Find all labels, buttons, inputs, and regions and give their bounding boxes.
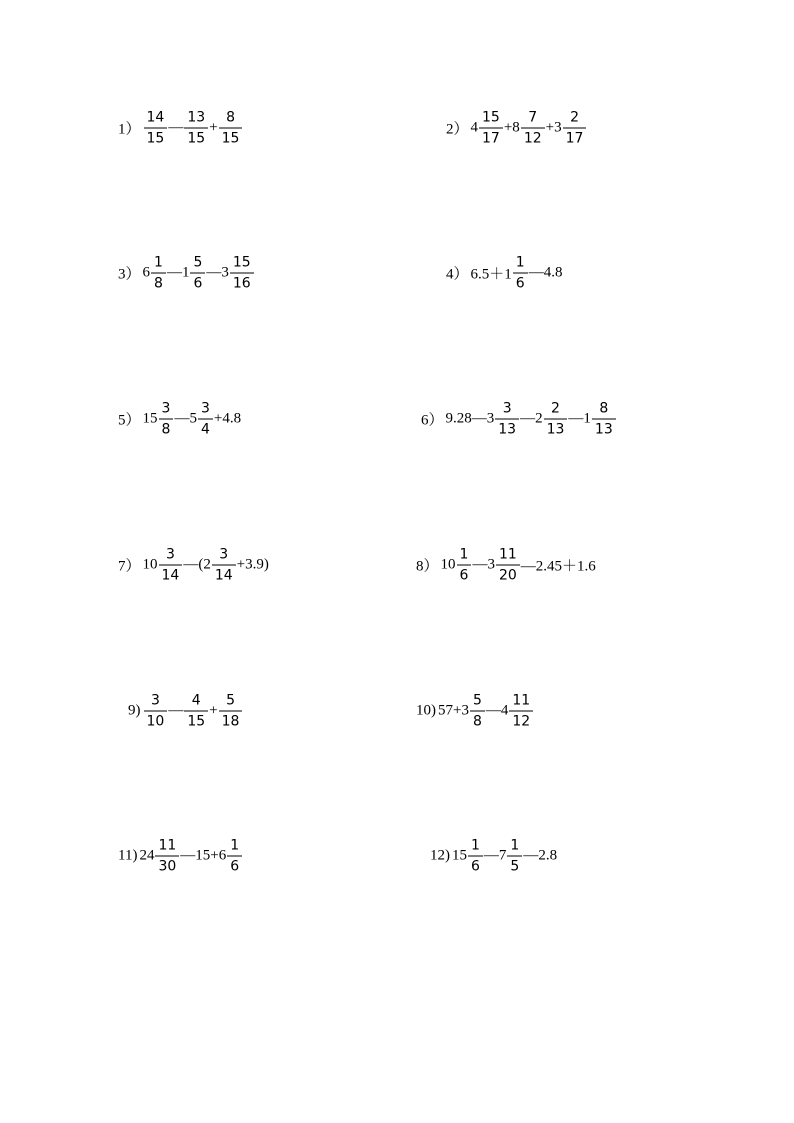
problem-9	[128, 693, 243, 730]
problem-8	[416, 547, 596, 584]
fraction	[468, 838, 483, 875]
fraction	[151, 255, 166, 292]
expression-text: 15	[452, 847, 467, 864]
fraction	[507, 838, 522, 875]
fraction-numerator: 11	[158, 837, 177, 854]
problem-4	[446, 255, 562, 292]
fraction-denominator: 14	[212, 565, 236, 584]
fraction-numerator: 3	[502, 400, 512, 417]
expression-text: 57+3	[438, 702, 469, 719]
expression-text: 24	[139, 847, 155, 864]
fraction-numerator: 1	[459, 546, 469, 563]
fraction	[184, 693, 208, 730]
fraction	[563, 110, 587, 147]
fraction-numerator: 8	[599, 400, 609, 417]
fraction-numerator: 1	[471, 837, 480, 854]
fraction-numerator: 3	[150, 692, 160, 709]
expression-text: —	[168, 119, 184, 136]
problem-number: 10)	[416, 702, 436, 719]
expression-text: +	[209, 119, 218, 136]
fraction-denominator: 8	[159, 419, 174, 438]
fraction	[509, 693, 533, 730]
expression-text: 10	[142, 556, 158, 573]
fraction-denominator: 13	[592, 419, 616, 438]
expression-text: 10	[440, 556, 456, 573]
fraction	[155, 838, 179, 875]
fraction	[496, 547, 520, 584]
expression-text: 4	[470, 119, 479, 136]
fraction-numerator: 5	[472, 692, 482, 709]
fraction	[190, 255, 205, 292]
fraction-denominator: 10	[144, 711, 168, 730]
fraction-numerator: 11	[498, 546, 517, 563]
fraction	[470, 693, 485, 730]
expression-text: —1	[166, 264, 190, 281]
fraction	[227, 838, 242, 875]
expression-text: —15+6	[180, 847, 227, 864]
problem-number: 2）	[446, 121, 469, 138]
fraction-numerator: 3	[165, 546, 175, 563]
fraction-denominator: 15	[184, 128, 208, 147]
problem-number: 11)	[118, 847, 138, 864]
problem-1	[118, 110, 243, 147]
problem-2	[446, 110, 587, 147]
fraction-numerator: 1	[510, 837, 520, 854]
fraction	[159, 401, 174, 438]
fraction-numerator: 8	[226, 109, 236, 126]
fraction-numerator: 1	[230, 837, 240, 854]
fraction-numerator: 2	[551, 400, 560, 417]
problem-number: 4）	[446, 266, 469, 283]
expression-text: —7	[483, 847, 507, 864]
fraction-numerator: 13	[187, 109, 206, 126]
expression-text: +3.9)	[236, 556, 269, 573]
problem-10	[416, 693, 534, 730]
fraction-numerator: 11	[512, 692, 531, 709]
fraction-denominator: 14	[159, 565, 183, 584]
fraction-denominator: 6	[227, 856, 242, 875]
fraction-denominator: 13	[544, 419, 568, 438]
fraction-denominator: 12	[521, 128, 545, 147]
expression-text: —5	[174, 410, 197, 427]
fraction-numerator: 1	[515, 254, 525, 271]
problem-number: 7）	[118, 558, 141, 575]
fraction	[144, 110, 168, 147]
fraction-denominator: 20	[496, 565, 520, 584]
fraction	[513, 255, 528, 292]
expression-text: +4.8	[213, 410, 242, 427]
problem-number: 8）	[416, 558, 439, 575]
expression-text: —2.45＋1.6	[520, 558, 596, 575]
fraction	[495, 401, 519, 438]
problem-number: 1）	[118, 121, 141, 138]
problem-11	[118, 838, 243, 875]
fraction-numerator: 1	[154, 254, 163, 271]
fraction-denominator: 8	[151, 273, 166, 292]
fraction-denominator: 17	[563, 128, 587, 147]
fraction	[521, 110, 545, 147]
fraction-numerator: 15	[232, 254, 251, 271]
fraction	[230, 255, 254, 292]
expression-text: 9.28—3	[445, 410, 495, 427]
fraction-denominator: 6	[457, 565, 472, 584]
expression-text: —3	[472, 556, 495, 573]
fraction-numerator: 5	[193, 254, 203, 271]
fraction-numerator: 2	[570, 109, 579, 126]
fraction	[457, 547, 472, 584]
problem-number: 3）	[118, 266, 141, 283]
expression-text: —1	[568, 410, 591, 427]
expression-text: —2.8	[523, 847, 558, 864]
fraction-denominator: 5	[507, 856, 522, 875]
fraction	[159, 547, 183, 584]
fraction-denominator: 17	[479, 128, 503, 147]
fraction-denominator: 6	[513, 273, 528, 292]
problem-7	[118, 547, 269, 584]
problem-3	[118, 255, 255, 292]
fraction	[144, 693, 168, 730]
fraction	[219, 110, 243, 147]
problem-number: 12)	[430, 847, 450, 864]
fraction-denominator: 6	[468, 856, 483, 875]
fraction-denominator: 15	[184, 711, 208, 730]
fraction-denominator: 4	[198, 419, 213, 438]
problem-6	[421, 401, 617, 438]
fraction-denominator: 8	[470, 711, 485, 730]
fraction-denominator: 30	[155, 856, 179, 875]
fraction-numerator: 7	[528, 109, 538, 126]
fraction-numerator: 15	[482, 109, 500, 126]
fraction-denominator: 15	[219, 128, 243, 147]
fraction-numerator: 3	[200, 400, 210, 417]
fraction-numerator: 4	[191, 692, 201, 709]
fraction-denominator: 6	[190, 273, 205, 292]
fraction-numerator: 3	[161, 400, 171, 417]
fraction	[198, 401, 213, 438]
expression-text: +3	[545, 119, 562, 136]
problem-number: 5）	[118, 412, 141, 429]
problem-number: 9)	[128, 702, 141, 719]
expression-text: 15	[142, 410, 158, 427]
expression-text: —(2	[183, 556, 211, 573]
fraction	[479, 110, 503, 147]
fraction-denominator: 13	[495, 419, 519, 438]
expression-text: —2	[520, 410, 543, 427]
fraction	[212, 547, 236, 584]
fraction-denominator: 18	[219, 711, 243, 730]
fraction-denominator: 15	[144, 128, 168, 147]
expression-text: +	[209, 702, 218, 719]
fraction	[544, 401, 568, 438]
fraction-numerator: 3	[219, 546, 229, 563]
expression-text: +8	[503, 119, 520, 136]
expression-text: —3	[206, 264, 229, 281]
fraction	[592, 401, 616, 438]
problem-number: 6）	[421, 412, 444, 429]
fraction	[219, 693, 243, 730]
problem-12	[430, 838, 557, 875]
fraction	[184, 110, 208, 147]
fraction-numerator: 5	[226, 692, 235, 709]
fraction-denominator: 16	[230, 273, 254, 292]
fraction-numerator: 14	[146, 109, 165, 126]
expression-text: 6	[142, 264, 151, 281]
expression-text: 6.5＋1	[470, 266, 512, 283]
problem-5	[118, 401, 241, 438]
expression-text: —4.8	[528, 264, 563, 281]
expression-text: —	[168, 702, 184, 719]
fraction-denominator: 12	[509, 711, 533, 730]
expression-text: —4	[485, 702, 509, 719]
